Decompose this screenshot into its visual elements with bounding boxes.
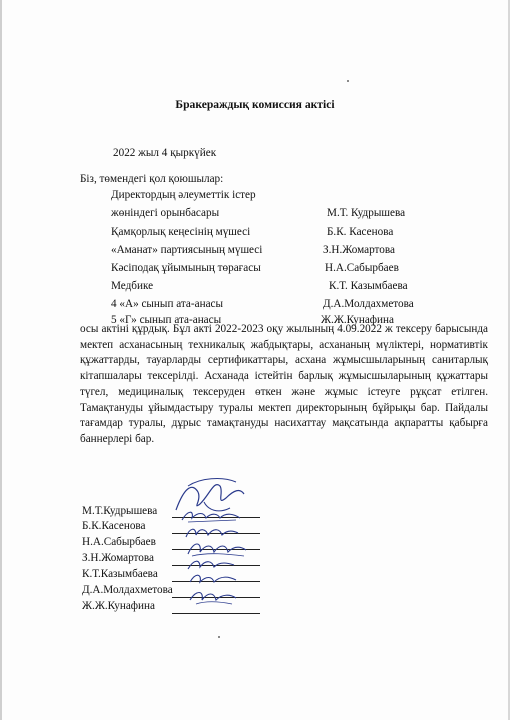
scan-speck: [347, 80, 349, 82]
handwritten-signature: [186, 586, 242, 608]
signatory-name: М.Т.Кудрышева: [82, 505, 158, 517]
member-role: 4 «А» сынып ата-анасы: [111, 298, 224, 310]
intro-line: Біз, төмендегі қол қоюшылар:: [80, 173, 224, 185]
member-name: К.Т. Казымбаева: [329, 280, 408, 292]
member-name: М.Т. Кудрышева: [327, 207, 406, 219]
signatory-name: Н.А.Сабырбаев: [82, 536, 156, 548]
signatory-name: Б.К.Касенова: [82, 520, 146, 532]
act-body-paragraph: осы актіні құрдық. Бұл акті 2022-2023 оқу жылының 4.09.2022 ж тексеру барысында мектеп асханасының техникалық жабдықтары, асхананың мүліктері, нормативтік құжаттарды, тауарларды сертификаттары, асхана жұмысшыларының санитарлық кітапшалары тексерілді. Асханада істейтін барлық жұмысшыларының құжаттары түгел, медициналық тексеруден өткен және жұмыс істеуге рұқсат етілген. Тамақтануды ұйымдастыру туралы мектеп директорының бұйрықы бар. Пайдалы тағамдар туралы, дұрыс тамақтануды насихаттау мақсатында ақпаратты қабырға баннерлері бар.: [80, 323, 488, 445]
member-name: З.Н.Жомартова: [323, 244, 395, 256]
member-name: Ж.Ж.Кунафина: [321, 314, 394, 326]
scan-speck: [218, 636, 220, 638]
signatory-name: Ж.Ж.Кунафина: [82, 600, 155, 612]
member-role: Медбике: [111, 280, 154, 292]
member-role: Кәсіподақ ұйымының төрағасы: [111, 262, 261, 274]
member-name: Б.К. Касенова: [327, 226, 394, 238]
signatory-name: К.Т.Казымбаева: [82, 568, 158, 580]
member-role: «Аманат» партиясының мүшесі: [111, 244, 263, 256]
signatory-name: З.Н.Жомартова: [82, 552, 154, 564]
member-role: жөніндегі орынбасары: [111, 207, 220, 219]
signature-line: [172, 613, 260, 614]
member-name: Н.А.Сабырбаев: [325, 262, 399, 274]
member-role: Директордың әлеуметтік істер: [111, 189, 256, 201]
signatory-name: Д.А.Молдахметова: [82, 584, 173, 596]
member-name: Д.А.Молдахметова: [323, 298, 414, 310]
document-title: Бракераждық комиссия актісі: [175, 98, 335, 111]
document-date: 2022 жыл 4 қыркүйек: [113, 147, 217, 159]
member-role: 5 «Г» сынып ата-анасы: [111, 314, 222, 326]
member-role: Қамқорлық кеңесінің мүшесі: [111, 226, 251, 238]
